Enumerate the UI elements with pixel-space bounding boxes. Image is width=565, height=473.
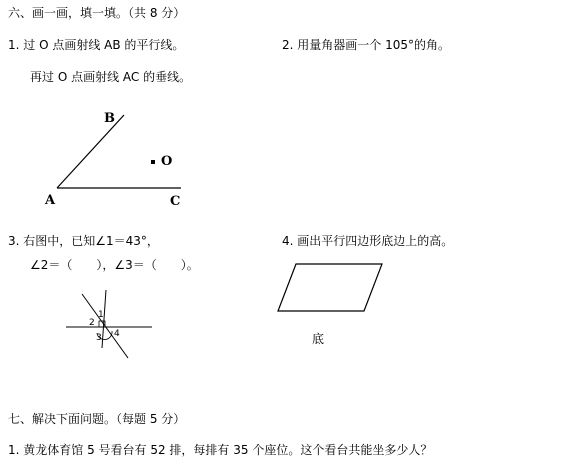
point-o-dot bbox=[151, 160, 155, 164]
section-7-question-1: 1. 黄龙体育馆 5 号看台有 52 排，每排有 35 个座位。这个看台共能坐多少人？ bbox=[8, 443, 433, 457]
angle-label-3: 3 bbox=[96, 333, 102, 343]
question-1-line-2: 再过 O 点画射线 AC 的垂线。 bbox=[30, 70, 192, 84]
question-4-text: 4. 画出平行四边形底边上的高。 bbox=[282, 234, 454, 248]
angle-label-1: 1 bbox=[98, 310, 104, 320]
label-c: C bbox=[170, 194, 181, 209]
label-a: A bbox=[45, 193, 56, 208]
parallelogram bbox=[278, 264, 382, 311]
label-b: B bbox=[104, 111, 115, 126]
question-1-line-1: 1. 过 O 点画射线 AB 的平行线。 bbox=[8, 38, 185, 52]
section-6-heading: 六、画一画，填一填。（共 8 分） bbox=[8, 6, 186, 20]
question-3-line-2: ∠2＝（ ），∠3＝（ ）。 bbox=[30, 258, 199, 272]
label-o: O bbox=[161, 154, 173, 169]
section-7-heading: 七、解决下面问题。（每题 5 分） bbox=[8, 412, 186, 426]
question-3-line-1: 3. 右图中，已知∠1＝43°， bbox=[8, 234, 159, 248]
question-2-text: 2. 用量角器画一个 105°的角。 bbox=[282, 38, 450, 52]
base-label: 底 bbox=[312, 332, 325, 346]
angle-label-4: 4 bbox=[114, 329, 120, 339]
angle-label-2: 2 bbox=[89, 318, 95, 328]
